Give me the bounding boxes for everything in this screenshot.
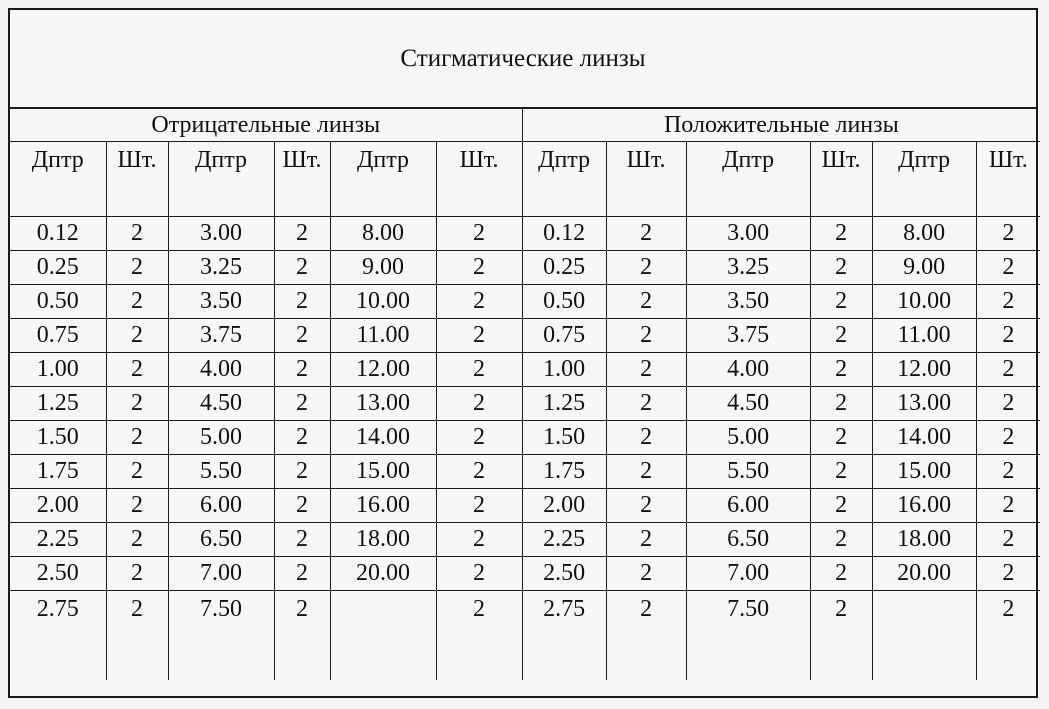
quantity-cell: 2	[106, 387, 168, 421]
column-header-row	[10, 142, 1040, 217]
quantity-cell: 2	[810, 387, 872, 421]
diopter-cell: 14.00	[330, 421, 436, 455]
diopter-cell: 7.50	[168, 591, 274, 681]
quantity-cell: 2	[976, 523, 1040, 557]
quantity-cell: 2	[274, 353, 330, 387]
diopter-cell: 15.00	[330, 455, 436, 489]
quantity-cell: 2	[606, 319, 686, 353]
quantity-cell: 2	[976, 217, 1040, 251]
quantity-cell: 2	[810, 455, 872, 489]
diopter-cell: 0.12	[522, 217, 606, 251]
quantity-cell: 2	[606, 285, 686, 319]
quantity-cell: 2	[106, 591, 168, 681]
diopter-cell: 1.50	[522, 421, 606, 455]
diopter-cell: 6.00	[168, 489, 274, 523]
quantity-cell: 2	[606, 591, 686, 681]
quantity-cell: 2	[976, 489, 1040, 523]
section-header-row	[10, 109, 1040, 142]
quantity-cell: 2	[976, 251, 1040, 285]
table-row	[10, 387, 1040, 421]
column-header-diopter: Дптр	[10, 142, 106, 217]
quantity-cell: 2	[436, 217, 522, 251]
quantity-cell: 2	[274, 285, 330, 319]
diopter-cell: 7.00	[686, 557, 810, 591]
diopter-cell: 2.75	[522, 591, 606, 681]
quantity-cell: 2	[976, 387, 1040, 421]
quantity-cell: 2	[106, 251, 168, 285]
quantity-cell: 2	[436, 557, 522, 591]
quantity-cell: 2	[274, 251, 330, 285]
diopter-cell: 9.00	[872, 251, 976, 285]
diopter-cell: 1.50	[10, 421, 106, 455]
table-row	[10, 421, 1040, 455]
diopter-cell: 0.50	[522, 285, 606, 319]
quantity-cell: 2	[810, 353, 872, 387]
diopter-cell: 1.25	[10, 387, 106, 421]
quantity-cell: 2	[106, 421, 168, 455]
diopter-cell: 4.00	[686, 353, 810, 387]
quantity-cell: 2	[436, 591, 522, 681]
table-row	[10, 455, 1040, 489]
column-header-diopter: Дптр	[168, 142, 274, 217]
quantity-cell: 2	[606, 557, 686, 591]
quantity-cell: 2	[810, 421, 872, 455]
section-negative-lenses: Отрицательные линзы	[10, 109, 522, 142]
quantity-cell: 2	[436, 489, 522, 523]
diopter-cell: 11.00	[330, 319, 436, 353]
table-row	[10, 319, 1040, 353]
diopter-cell: 12.00	[872, 353, 976, 387]
quantity-cell: 2	[810, 285, 872, 319]
column-header-diopter: Дптр	[686, 142, 810, 217]
quantity-cell: 2	[976, 455, 1040, 489]
column-header-quantity: Шт.	[810, 142, 872, 217]
quantity-cell: 2	[436, 387, 522, 421]
column-header-diopter: Дптр	[872, 142, 976, 217]
diopter-cell: 4.50	[168, 387, 274, 421]
diopter-cell: 2.75	[10, 591, 106, 681]
quantity-cell: 2	[436, 421, 522, 455]
quantity-cell: 2	[606, 251, 686, 285]
quantity-cell: 2	[274, 455, 330, 489]
diopter-cell: 5.50	[168, 455, 274, 489]
table-row	[10, 523, 1040, 557]
diopter-cell: 1.25	[522, 387, 606, 421]
diopter-cell: 0.25	[10, 251, 106, 285]
quantity-cell: 2	[606, 353, 686, 387]
quantity-cell: 2	[976, 353, 1040, 387]
table-row	[10, 285, 1040, 319]
diopter-cell: 0.75	[10, 319, 106, 353]
quantity-cell: 2	[606, 455, 686, 489]
quantity-cell: 2	[106, 353, 168, 387]
diopter-cell: 10.00	[330, 285, 436, 319]
diopter-cell: 5.00	[686, 421, 810, 455]
document-title: Стигматические линзы	[10, 10, 1036, 109]
quantity-cell: 2	[274, 523, 330, 557]
diopter-cell: 11.00	[872, 319, 976, 353]
quantity-cell: 2	[606, 523, 686, 557]
diopter-cell: 12.00	[330, 353, 436, 387]
column-header-quantity: Шт.	[606, 142, 686, 217]
diopter-cell: 7.00	[168, 557, 274, 591]
diopter-cell: 13.00	[872, 387, 976, 421]
diopter-cell: 3.00	[168, 217, 274, 251]
diopter-cell: 20.00	[872, 557, 976, 591]
diopter-cell: 4.50	[686, 387, 810, 421]
quantity-cell: 2	[274, 489, 330, 523]
diopter-cell: 2.00	[10, 489, 106, 523]
document-page	[8, 8, 1038, 698]
diopter-cell: 6.00	[686, 489, 810, 523]
diopter-cell: 3.50	[686, 285, 810, 319]
quantity-cell: 2	[436, 251, 522, 285]
diopter-cell: 3.00	[686, 217, 810, 251]
quantity-cell: 2	[274, 591, 330, 681]
table-row	[10, 591, 1040, 681]
diopter-cell: 3.50	[168, 285, 274, 319]
table-row	[10, 557, 1040, 591]
table-row	[10, 251, 1040, 285]
quantity-cell: 2	[606, 387, 686, 421]
quantity-cell: 2	[106, 489, 168, 523]
quantity-cell: 2	[436, 523, 522, 557]
diopter-cell: 2.25	[10, 523, 106, 557]
quantity-cell: 2	[274, 319, 330, 353]
diopter-cell: 8.00	[330, 217, 436, 251]
diopter-cell: 13.00	[330, 387, 436, 421]
column-header-quantity: Шт.	[106, 142, 168, 217]
diopter-cell: 6.50	[168, 523, 274, 557]
quantity-cell: 2	[606, 421, 686, 455]
diopter-cell: 20.00	[330, 557, 436, 591]
diopter-cell: 18.00	[872, 523, 976, 557]
column-header-quantity: Шт.	[274, 142, 330, 217]
diopter-cell: 2.00	[522, 489, 606, 523]
diopter-cell: 0.50	[10, 285, 106, 319]
column-header-quantity: Шт.	[436, 142, 522, 217]
diopter-cell: 15.00	[872, 455, 976, 489]
diopter-cell: 2.25	[522, 523, 606, 557]
table-row	[10, 489, 1040, 523]
diopter-cell	[872, 591, 976, 681]
quantity-cell: 2	[436, 319, 522, 353]
diopter-cell	[330, 591, 436, 681]
quantity-cell: 2	[274, 217, 330, 251]
column-header-quantity: Шт.	[976, 142, 1040, 217]
diopter-cell: 1.75	[522, 455, 606, 489]
diopter-cell: 3.25	[686, 251, 810, 285]
diopter-cell: 1.75	[10, 455, 106, 489]
diopter-cell: 5.00	[168, 421, 274, 455]
quantity-cell: 2	[274, 557, 330, 591]
quantity-cell: 2	[106, 217, 168, 251]
diopter-cell: 4.00	[168, 353, 274, 387]
diopter-cell: 0.12	[10, 217, 106, 251]
quantity-cell: 2	[810, 523, 872, 557]
diopter-cell: 0.25	[522, 251, 606, 285]
quantity-cell: 2	[106, 285, 168, 319]
quantity-cell: 2	[810, 251, 872, 285]
quantity-cell: 2	[436, 285, 522, 319]
diopter-cell: 2.50	[10, 557, 106, 591]
diopter-cell: 14.00	[872, 421, 976, 455]
column-header-diopter: Дптр	[522, 142, 606, 217]
diopter-cell: 18.00	[330, 523, 436, 557]
quantity-cell: 2	[976, 421, 1040, 455]
quantity-cell: 2	[976, 557, 1040, 591]
quantity-cell: 2	[606, 489, 686, 523]
diopter-cell: 16.00	[330, 489, 436, 523]
quantity-cell: 2	[436, 455, 522, 489]
lens-table	[10, 109, 1040, 680]
quantity-cell: 2	[106, 523, 168, 557]
quantity-cell: 2	[106, 319, 168, 353]
quantity-cell: 2	[810, 591, 872, 681]
quantity-cell: 2	[274, 421, 330, 455]
diopter-cell: 7.50	[686, 591, 810, 681]
table-row	[10, 353, 1040, 387]
quantity-cell: 2	[274, 387, 330, 421]
diopter-cell: 10.00	[872, 285, 976, 319]
diopter-cell: 2.50	[522, 557, 606, 591]
diopter-cell: 6.50	[686, 523, 810, 557]
diopter-cell: 3.25	[168, 251, 274, 285]
diopter-cell: 9.00	[330, 251, 436, 285]
quantity-cell: 2	[810, 319, 872, 353]
diopter-cell: 5.50	[686, 455, 810, 489]
column-header-diopter: Дптр	[330, 142, 436, 217]
diopter-cell: 1.00	[10, 353, 106, 387]
diopter-cell: 16.00	[872, 489, 976, 523]
quantity-cell: 2	[810, 489, 872, 523]
quantity-cell: 2	[810, 217, 872, 251]
section-positive-lenses: Положительные линзы	[522, 109, 1040, 142]
diopter-cell: 3.75	[168, 319, 274, 353]
quantity-cell: 2	[606, 217, 686, 251]
diopter-cell: 1.00	[522, 353, 606, 387]
table-row	[10, 217, 1040, 251]
quantity-cell: 2	[976, 591, 1040, 681]
diopter-cell: 8.00	[872, 217, 976, 251]
quantity-cell: 2	[976, 319, 1040, 353]
quantity-cell: 2	[106, 557, 168, 591]
quantity-cell: 2	[810, 557, 872, 591]
quantity-cell: 2	[106, 455, 168, 489]
quantity-cell: 2	[976, 285, 1040, 319]
diopter-cell: 3.75	[686, 319, 810, 353]
diopter-cell: 0.75	[522, 319, 606, 353]
quantity-cell: 2	[436, 353, 522, 387]
